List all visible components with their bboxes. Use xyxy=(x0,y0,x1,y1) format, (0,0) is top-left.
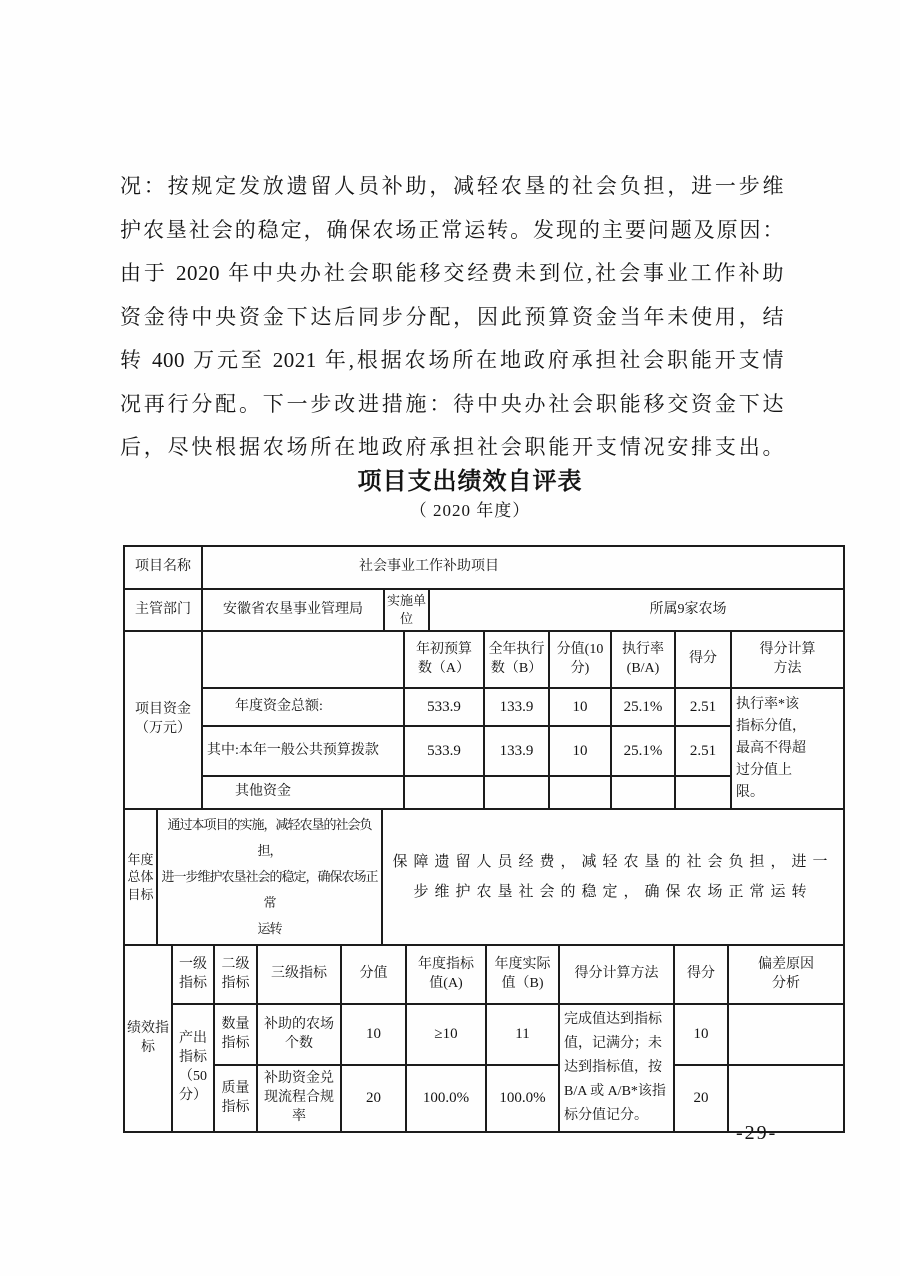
cell-executed-value: 133.9 xyxy=(484,726,549,776)
cell-level2: 质量指标 xyxy=(214,1065,257,1132)
cell-executed-value: 133.9 xyxy=(484,688,549,726)
cell-indicators-label: 绩效指标 xyxy=(124,945,172,1132)
cell-actual-value: 100.0% xyxy=(486,1065,559,1132)
cell-score-value: 20 xyxy=(341,1065,406,1132)
cell-score: 10 xyxy=(674,1004,728,1065)
cell-impl-unit-label: 实施单位 xyxy=(384,589,429,631)
cell-header-deviation: 偏差原因分析 xyxy=(728,945,844,1004)
table-row-annual-goal xyxy=(124,809,844,945)
paragraph-line: 资金待中央资金下达后同步分配，因此预算资金当年未使用，结 xyxy=(120,304,784,329)
cell-department-label: 主管部门 xyxy=(124,589,202,631)
cell-score: 2.51 xyxy=(675,688,731,726)
cell-empty xyxy=(611,776,675,809)
cell-level3: 补助资金兑现流程合规率 xyxy=(257,1065,341,1132)
paragraph-line: 况再行分配。下一步改进措施：待中央办社会职能移交资金下达 xyxy=(120,391,784,416)
cell-rate-value: 25.1% xyxy=(611,726,675,776)
cell-annual-goal-result: 保障遗留人员经费，减轻农垦的社会负担，进一 步维护农垦社会的稳定，确保农场正常运转 xyxy=(382,809,844,945)
cell-header-target: 年度指标值(A) xyxy=(406,945,486,1004)
cell-target-value: 100.0% xyxy=(406,1065,486,1132)
cell-empty xyxy=(484,776,549,809)
cell-header-method: 得分计算方法 xyxy=(559,945,674,1004)
page-title: 项目支出绩效自评表 xyxy=(357,468,583,495)
cell-score-value: 10 xyxy=(549,726,611,776)
cell-project-name-value: 社会事业工作补助项目 xyxy=(202,546,844,589)
cell-header-budget: 年初预算数（A） xyxy=(404,631,484,688)
table-row-funding-total xyxy=(124,688,844,726)
cell-funding-row-name: 年度资金总额: xyxy=(202,688,404,726)
cell-department-value: 安徽省农垦事业管理局 xyxy=(202,589,384,631)
page-number: -29- xyxy=(736,1122,778,1144)
cell-impl-unit-value: 所属9家农场 xyxy=(429,589,844,631)
cell-header-executed: 全年执行数（B） xyxy=(484,631,549,688)
cell-budget-value: 533.9 xyxy=(404,726,484,776)
cell-header-actual: 年度实际值（B) xyxy=(486,945,559,1004)
paragraph-line: 护农垦社会的稳定，确保农场正常运转。发现的主要问题及原因： xyxy=(120,217,784,242)
cell-score-value: 10 xyxy=(341,1004,406,1065)
cell-header-rate: 执行率(B/A) xyxy=(611,631,675,688)
paragraph-line: 后，尽快根据农场所在地政府承担社会职能开支情况安排支出。 xyxy=(120,435,784,459)
page-subtitle: （ 2020 年度） xyxy=(409,501,531,520)
cell-header-score-value: 分值(10分) xyxy=(549,631,611,688)
table-section-indicators xyxy=(123,944,845,1133)
cell-header-score-value: 分值 xyxy=(341,945,406,1004)
cell-header-score: 得分 xyxy=(674,945,728,1004)
cell-empty xyxy=(675,776,731,809)
body-paragraph xyxy=(120,165,784,470)
cell-header-method: 得分计算方法 xyxy=(731,631,844,688)
cell-funding-row-name: 其他资金 xyxy=(202,776,404,809)
cell-annual-goal-label: 年度总体目标 xyxy=(124,809,157,945)
cell-level2: 数量指标 xyxy=(214,1004,257,1065)
table-section-annual-goal xyxy=(123,808,845,946)
cell-funding-method-text: 执行率*该 指标分值， 最高不得超 过分值上 限。 xyxy=(731,688,844,809)
table-row xyxy=(124,589,844,631)
cell-header-score: 得分 xyxy=(675,631,731,688)
cell-funding-row-name: 其中:本年一般公共预算拨款 xyxy=(202,726,404,776)
table-section-funding xyxy=(123,630,845,810)
paragraph-line: 况：按规定发放遗留人员补助，减轻农垦的社会负担，进一步维 xyxy=(120,174,784,198)
cell-actual-value: 11 xyxy=(486,1004,559,1065)
cell-score-value: 10 xyxy=(549,688,611,726)
table-row-indicator-header xyxy=(124,945,844,1004)
table-row xyxy=(124,546,844,589)
cell-level3: 补助的农场个数 xyxy=(257,1004,341,1065)
cell-deviation xyxy=(728,1004,844,1065)
cell-empty xyxy=(404,776,484,809)
cell-score: 20 xyxy=(674,1065,728,1132)
cell-score: 2.51 xyxy=(675,726,731,776)
table-row-funding-header xyxy=(124,631,844,688)
cell-budget-value: 533.9 xyxy=(404,688,484,726)
paragraph-line: 转 400 万元至 2021 年,根据农场所在地政府承担社会职能开支情 xyxy=(120,348,784,372)
self-eval-table xyxy=(123,545,845,1133)
cell-header-level1: 一级指标 xyxy=(172,945,214,1004)
cell-rate-value: 25.1% xyxy=(611,688,675,726)
table-section-header-rows xyxy=(123,545,845,632)
cell-indicator-method-text: 完成值达到指标 值，记满分；未 达到指标值，按 B/A 或 A/B*该指 标分值记分。 xyxy=(559,1004,674,1132)
cell-empty xyxy=(549,776,611,809)
cell-header-level2: 二级指标 xyxy=(214,945,257,1004)
cell-funding-label: 项目资金（万元） xyxy=(124,631,202,809)
cell-target-value: ≥10 xyxy=(406,1004,486,1065)
table-row-indicator-quantity xyxy=(124,1004,844,1065)
paragraph-line: 由于 2020 年中央办社会职能移交经费未到位,社会事业工作补助 xyxy=(120,261,784,285)
cell-annual-goal-text: 通过本项目的实施，减轻农垦的社会负担， 进一步维护农垦社会的稳定，确保农场正常 运转 xyxy=(157,809,382,945)
cell-header-level3: 三级指标 xyxy=(257,945,341,1004)
cell-project-name-label: 项目名称 xyxy=(124,546,202,589)
cell-level1-group: 产出指标（50分） xyxy=(172,1004,214,1132)
cell-empty xyxy=(202,631,404,688)
